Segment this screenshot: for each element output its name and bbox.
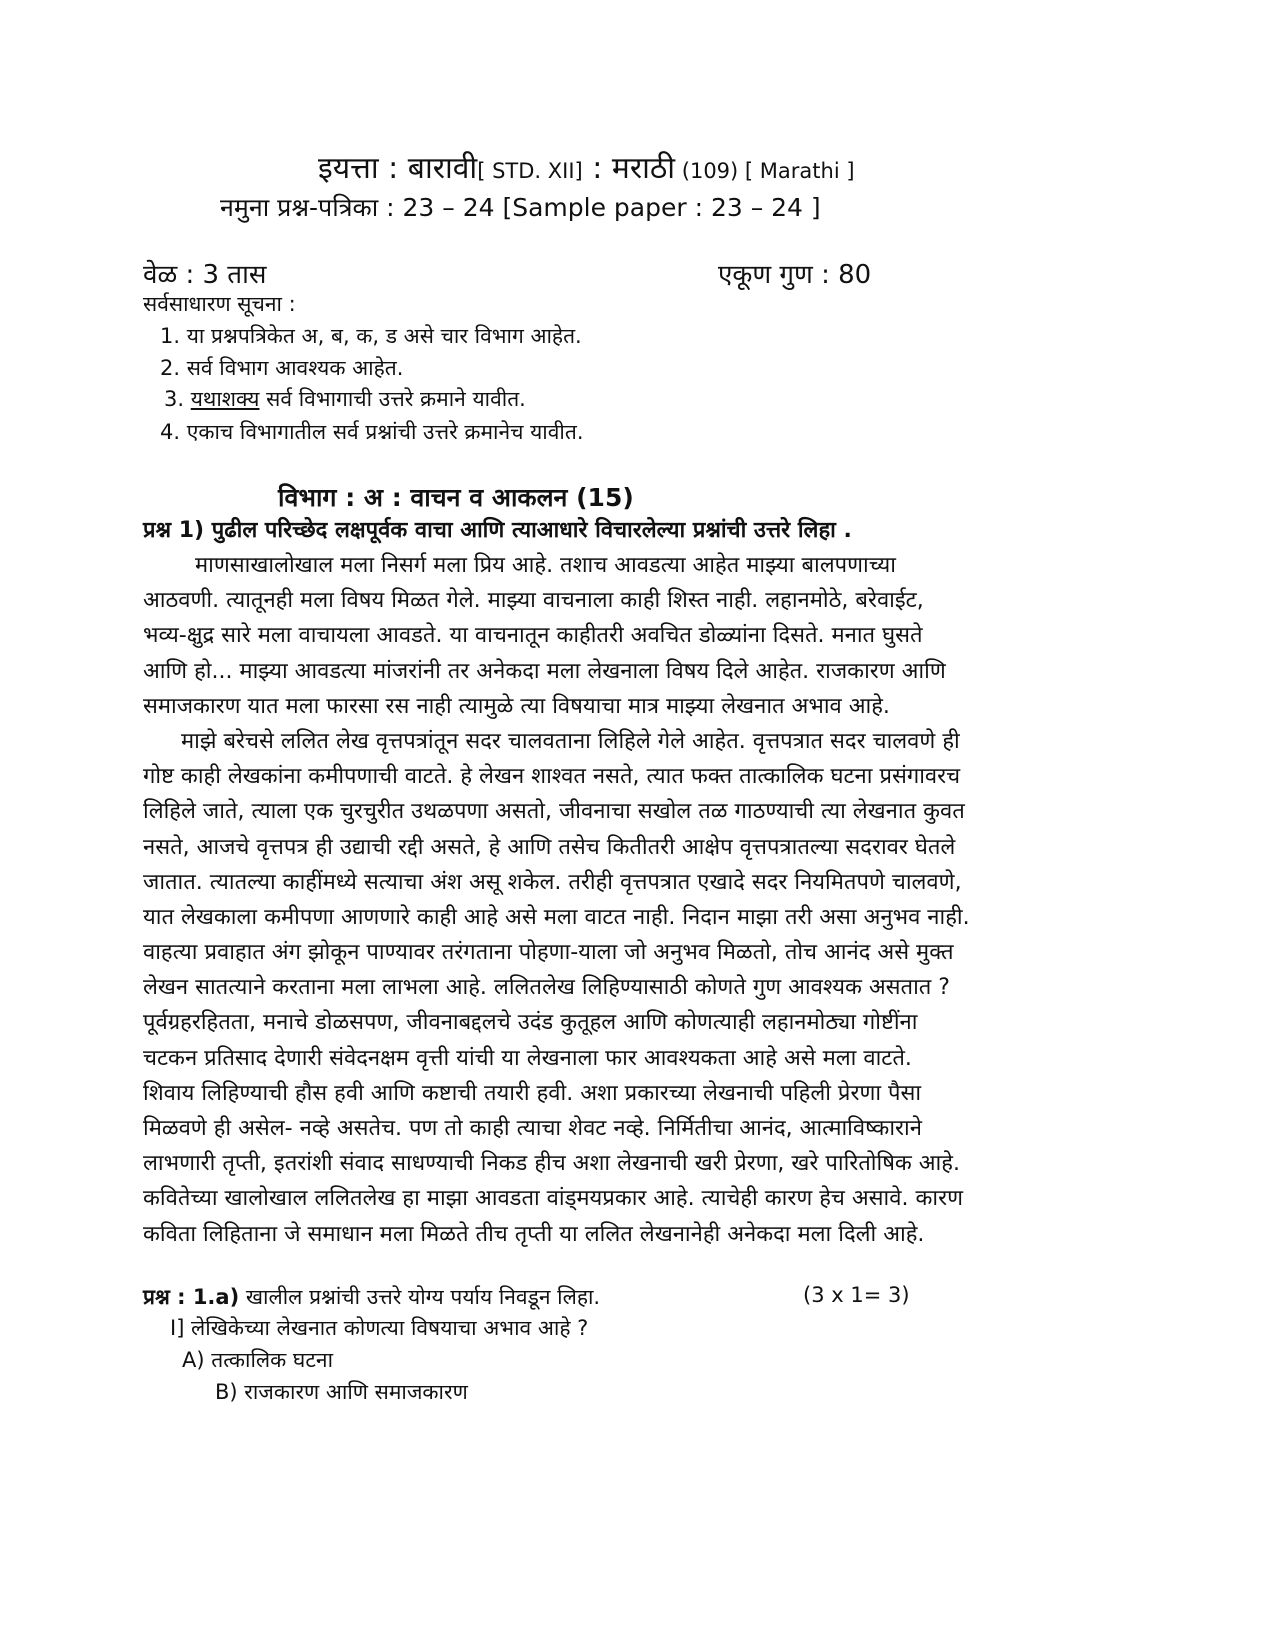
subject-code: (109) [ Marathi ] — [675, 159, 855, 183]
time-allowed: वेळ : 3 तास — [143, 260, 267, 290]
passage-line: यात लेखकाला कमीपणा आणणारे काही आहे असे मला वाटत नाही. निदान माझा तरी असा अनुभव नाही. — [143, 904, 970, 930]
passage-line: जातात. त्यातल्या काहींमध्ये सत्याचा अंश असू शकेल. तरीही वृत्तपत्रात एखादे सदर नियमितपणे चालवणे, — [143, 869, 962, 895]
standard-label: इयत्ता : बारावी — [318, 151, 478, 186]
instruction-text: सर्व विभाग आवश्यक आहेत. — [186, 356, 404, 380]
instruction-item — [160, 418, 584, 446]
instructions-heading: सर्वसाधारण सूचना : — [143, 292, 296, 316]
total-marks: एकूण गुण : 80 — [718, 260, 872, 290]
passage-line: समाजकारण यात मला फारसा रस नाही त्यामुळे त्या विषयाचा मात्र माझ्या लेखनात अभाव आहे. — [143, 693, 890, 719]
passage-line: आठवणी. त्यातूनही मला विषय मिळत गेले. माझ्या वाचनाला काही शिस्त नाही. लहानमोठे, बरेवाईट, — [143, 588, 924, 614]
passage-line: पूर्वग्रहरहितता, मनाचे डोळसपण, जीवनाबद्दलचे उदंड कुतूहल आणि कोणत्याही लहानमोठ्या गोष्टींना — [143, 1010, 918, 1036]
question-1a — [143, 1283, 600, 1311]
question-1a-marks: (3 x 1= 3) — [803, 1283, 910, 1307]
subject-label: : मराठी — [582, 151, 676, 186]
passage-line: कविता लिहिताना जे समाधान मला मिळते तीच तृप्ती या ललित लेखनानेही अनेकदा मला दिली आहे. — [143, 1221, 925, 1247]
passage-line: शिवाय लिहिण्याची हौस हवी आणि कष्टाची तयारी हवी. अशा प्रकारच्या लेखनाची पहिली प्रेरणा पैसा — [143, 1080, 922, 1106]
paper-title-line2: नमुना प्रश्न-पत्रिका : 23 – 24 [Sample paper : 23 – 24 ] — [220, 193, 821, 222]
instruction-underlined-word: यथाशक्य — [190, 387, 260, 411]
passage-line: कवितेच्या खालोखाल ललितलेख हा माझा आवडता वांड्मयप्रकार आहे. त्याचेही कारण हेच असावे. कारण — [143, 1186, 963, 1212]
reading-passage — [143, 548, 1083, 1252]
standard-english: [ STD. XII] — [477, 159, 583, 183]
passage-line: माणसाखालोखाल मला निसर्ग मला प्रिय आहे. तशाच आवडत्या आहेत माझ्या बालपणाच्या — [195, 553, 896, 578]
instruction-item — [164, 385, 526, 413]
instruction-item — [160, 322, 582, 350]
passage-line: मिळवणे ही असेल- नव्हे असतेच. पण तो काही त्याचा शेवट नव्हे. निर्मितीचा आनंद, आत्माविष्काराने — [143, 1116, 922, 1141]
question-1-heading: प्रश्न 1) पुढील परिच्छेद लक्षपूर्वक वाचा आणि त्याआधारे विचारलेल्या प्रश्नांची उत्तरे लिहा . — [143, 518, 852, 543]
passage-line: वाहत्या प्रवाहात अंग झोकून पाण्यावर तरंगताना पोहणा-याला जो अनुभव मिळतो, तोच आनंद असे मुक्त — [143, 940, 954, 966]
instruction-number: 2. — [160, 356, 181, 380]
instruction-number: 3. — [164, 387, 185, 411]
passage-line: चटकन प्रतिसाद देणारी संवेदनक्षम वृत्ती यांची या लेखनाला फार आवश्यकता आहे असे मला वाटते. — [143, 1045, 912, 1071]
passage-line: आणि हो... माझ्या आवडत्या मांजरांनी तर अनेकदा मला लेखनाला विषय दिले आहेत. राजकारण आणि — [143, 658, 946, 684]
instruction-text: सर्व विभागाची उत्तरे क्रमाने यावीत. — [259, 387, 526, 411]
passage-line: नसते, आजचे वृत्तपत्र ही उद्याची रद्दी असते, हे आणि तसेच कितीतरी आक्षेप वृत्तपत्रातल्या सदरावर घेतले — [143, 834, 956, 860]
instruction-item — [160, 354, 403, 382]
sub-question-1: I] लेखिकेच्या लेखनात कोणत्या विषयाचा अभाव आहे ? — [170, 1316, 589, 1340]
instruction-text: या प्रश्नपत्रिकेत अ, ब, क, ड असे चार विभाग आहेत. — [186, 324, 582, 348]
section-heading: विभाग : अ : वाचन व आकलन (15) — [278, 483, 634, 512]
passage-line: लाभणारी तृप्ती, इतरांशी संवाद साधण्याची निकड हीच अशा लेखनाची खरी प्रेरणा, खरे पारितोषिक आहे. — [143, 1151, 960, 1177]
passage-line: माझे बरेचसे ललित लेख वृत्तपत्रांतून सदर चालवताना लिहिले गेले आहेत. वृत्तपत्रात सदर चालवणे ही — [181, 728, 960, 754]
question-1a-label: प्रश्न : 1.a) — [143, 1285, 240, 1309]
passage-line: गोष्ट काही लेखकांना कमीपणाची वाटते. हे लेखन शाश्वत नसते, त्यात फक्त तात्कालिक घटना प्रसंगावरच — [143, 764, 961, 790]
question-1a-text: खालील प्रश्नांची उत्तरे योग्य पर्याय निवडून लिहा. — [239, 1285, 601, 1309]
option-a: A) तत्कालिक घटना — [182, 1348, 334, 1372]
passage-line: लेखन सातत्याने करताना मला लाभला आहे. ललितलेख लिहिण्यासाठी कोणते गुण आवश्यक असतात ? — [143, 975, 950, 1001]
passage-line: लिहिले जाते, त्याला एक चुरचुरीत उथळपणा असतो, जीवनाचा सखोल तळ गाठण्याची त्या लेखनात कुवत — [143, 799, 965, 825]
option-b: B) राजकारण आणि समाजकारण — [215, 1380, 468, 1404]
instruction-number: 1. — [160, 324, 181, 348]
paper-title-line1 — [318, 146, 855, 187]
instruction-text: एकाच विभागातील सर्व प्रश्नांची उत्तरे क्रमानेच यावीत. — [186, 420, 584, 444]
instruction-number: 4. — [160, 420, 181, 444]
passage-line: भव्य-क्षुद्र सारे मला वाचायला आवडते. या वाचनातून काहीतरी अवचित डोळ्यांना दिसते. मनात घुसते — [143, 623, 923, 649]
